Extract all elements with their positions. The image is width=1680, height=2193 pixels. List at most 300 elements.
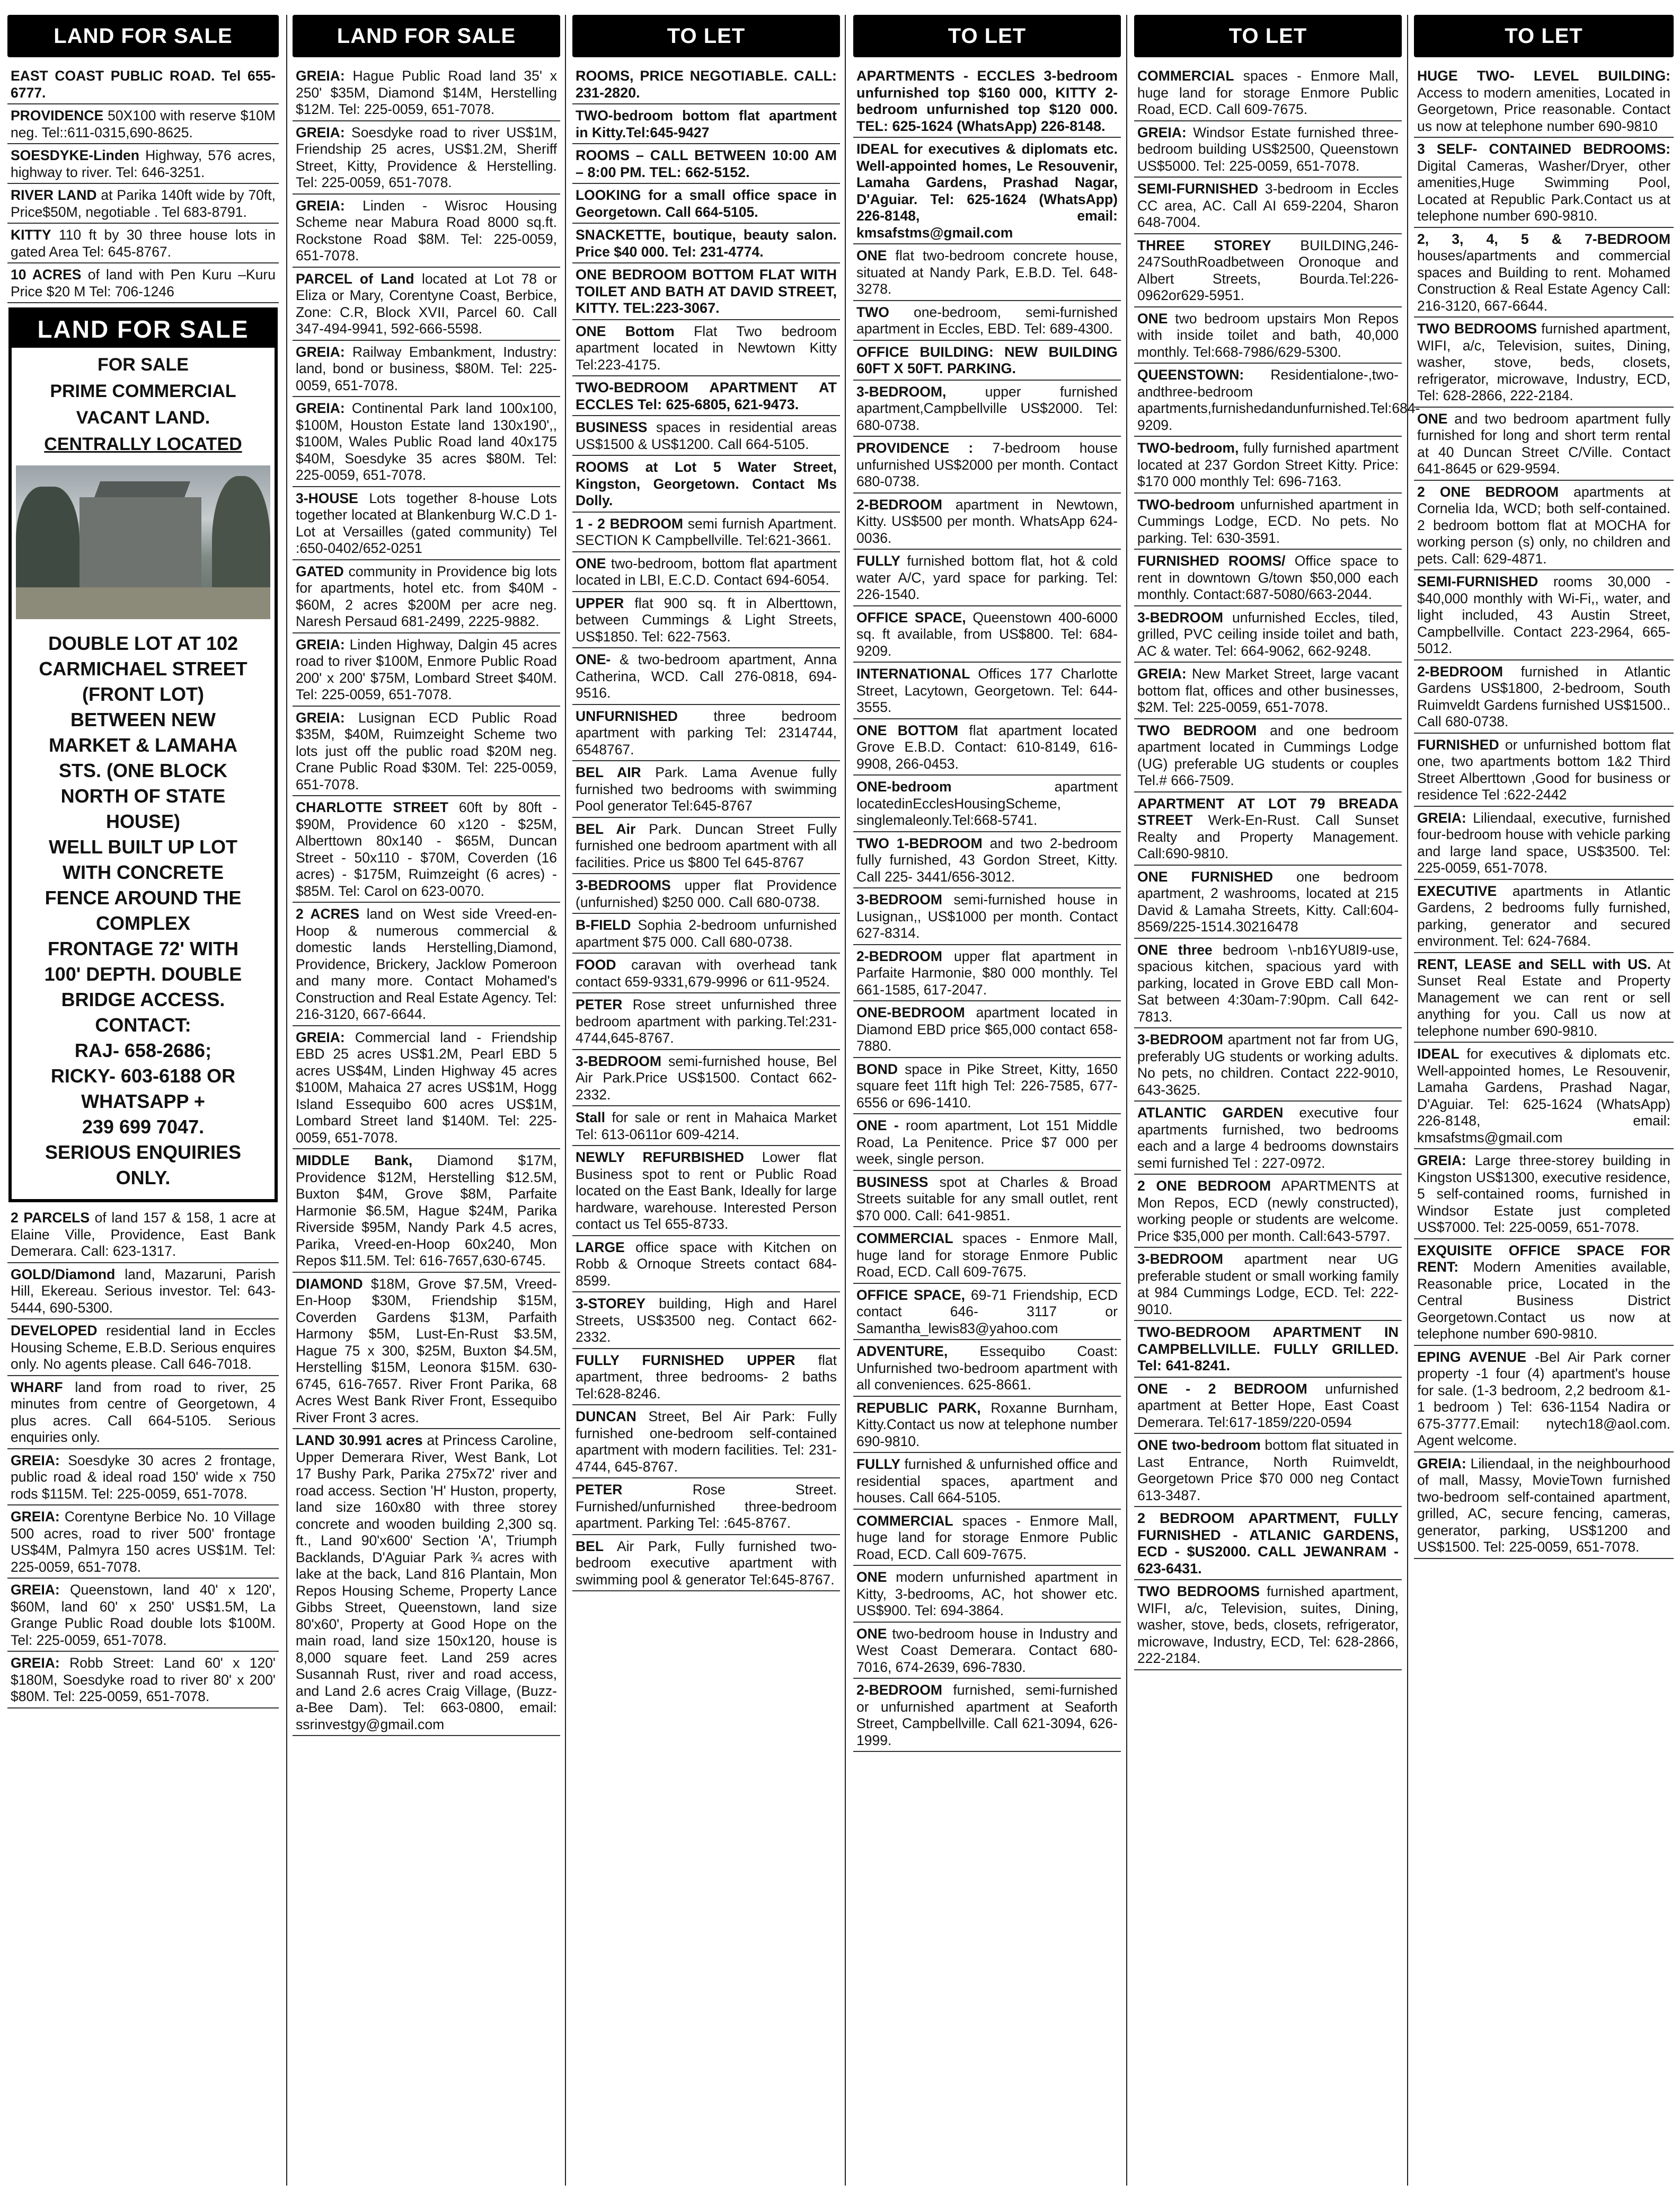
classified-ad (572, 552, 840, 592)
ad-heading: ONE- (576, 651, 611, 667)
ad-heading: 2, 3, 4, 5 & 7-BEDROOM (1417, 231, 1670, 247)
ad-heading: FURNISHED (1417, 736, 1499, 753)
featured-ad-title: LAND FOR SALE (12, 311, 275, 348)
ad-text: furnished apartment, WIFI, a/c, Television, suites, Dining, washer, stove, beds, closets, refrigerator, microwave, Industry, ECD, Tel: 628-2866, 222-2184. (1137, 1583, 1399, 1666)
ad-heading: GREIA: (11, 1452, 60, 1468)
classified-ad (572, 1236, 840, 1293)
ad-text: apartment in Newtown, Kitty. US$500 per month. WhatsApp 624-0036. (856, 496, 1118, 546)
ad-text: two bedroom upstairs Mon Repos with inside toilet and bath, 40,000 monthly. Tel:668-7986/629-5300. (1137, 310, 1399, 360)
column-header: LAND FOR SALE (293, 15, 560, 57)
ad-text: room apartment, Lot 151 Middle Road, La Penitence. Price $7 000 per week, single person. (856, 1117, 1118, 1167)
classified-ad (293, 487, 560, 560)
classified-ad (853, 832, 1121, 889)
ad-heading: 1 - 2 BEDROOM (576, 515, 684, 532)
ad-heading: KITTY (11, 227, 51, 243)
classified-ad (1134, 1507, 1402, 1580)
ad-heading: TWO-BEDROOM APARTMENT AT ECCLES Tel: 625-6805, 621-9473. (576, 380, 837, 412)
column-to-let-3 (1134, 15, 1420, 1670)
classified-ad (293, 268, 560, 341)
classified-ad (853, 1001, 1121, 1058)
ad-heading: IDEAL (1417, 1046, 1460, 1062)
ad-text: apartments at Cornelia Ida, WCD; both self-contained. 2 bedroom bottom flat at MOCHA for working person (s) only, no children and pets. Call: 629-4871. (1417, 483, 1670, 567)
classified-ad (1134, 1378, 1402, 1434)
classified-ad (1134, 307, 1402, 364)
ad-text: office space with Kitchen on Robb & Ornoque Streets contact 684-8599. (576, 1239, 837, 1289)
ad-heading: 2-BEDROOM (856, 1682, 942, 1698)
ad-heading: B-FIELD (576, 917, 631, 933)
ad-heading: FULLY FURNISHED UPPER (576, 1352, 795, 1368)
classified-ad (1134, 1580, 1402, 1670)
ad-heading: TWO-BEDROOM APARTMENT IN CAMPBELLVILLE. FULLY GRILLED. Tel: 641-8241. (1137, 1324, 1399, 1373)
classified-ad (1134, 494, 1402, 550)
classified-ad (1414, 138, 1674, 228)
classified-ad (1414, 408, 1674, 481)
classified-ad (853, 1284, 1121, 1341)
ad-text: two-bedroom, bottom flat apartment located in LBI, E.C.D. Contact 694-6054. (576, 555, 837, 588)
classified-ad (572, 184, 840, 224)
featured-ad-line: BETWEEN NEW (70, 709, 216, 730)
ad-heading: ATLANTIC GARDEN (1137, 1105, 1284, 1121)
ad-heading: 3-BEDROOM (1137, 1032, 1223, 1047)
ad-heading: GREIA: (296, 400, 345, 416)
ad-text: unfurnished apartment in Cummings Lodge, ECD. No pets. No parking. Tel: 630-3591. (1137, 496, 1399, 546)
featured-ad-line: WELL BUILT UP LOT (49, 836, 237, 858)
ad-heading: ONE-BEDROOM (856, 1005, 965, 1020)
classified-ad (853, 719, 1121, 776)
ad-heading: PETER (576, 1482, 623, 1498)
ad-text: of land 157 & 158, 1 acre at Elaine Ville, Providence, East Bank Demerara. Call: 623-1317. (11, 1210, 276, 1259)
ad-text: spot at Charles & Broad Streets suitable for any small outlet, rent $70 000. Call: 641-9851. (856, 1174, 1118, 1223)
ad-heading: 3-BEDROOM (576, 1053, 661, 1069)
ad-text: Werk-En-Rust. Call Sunset Realty and Property Management. Call:690-9810. (1137, 812, 1399, 861)
ad-heading: 3-HOUSE (296, 490, 358, 506)
ad-heading: IDEAL for executives & diplomats etc. Well-appointed homes, Le Resouvenir, Lamaha Gardens, Prashad Nagar, D'Aguiar. Tel: 625-1624 (WhatsApp) 226-8148, email: kmsafstms@gmail.com (856, 141, 1118, 241)
classified-ad (7, 224, 279, 263)
ad-heading: TWO-bedroom, (1137, 440, 1239, 456)
ad-text: located at Lot 78 or Eliza or Mary, Corentyne Coast, Berbice, Zone: C.R, Block XVII, Parcel 60. Call 347-494-9941, 592-666-5598. (296, 270, 557, 337)
column-header: TO LET (1134, 15, 1402, 57)
classified-ad (293, 65, 560, 121)
classified-ad (572, 1146, 840, 1236)
classified-ad (1134, 234, 1402, 307)
ad-text: BUILDING,246-247SouthRoadbetween Oronoque and Albert Streets, Bourda.Tel:226-0962or629-5951. (1137, 237, 1399, 303)
ad-heading: FULLY (856, 1456, 900, 1472)
classified-ad (572, 818, 840, 875)
classified-ad (293, 903, 560, 1026)
featured-ad-line: STS. (ONE BLOCK (58, 760, 227, 781)
ad-text: Queenstown 400-6000 sq. ft available, from US$800. Tel: 684-9209. (856, 609, 1118, 659)
ad-heading: Stall (576, 1109, 605, 1125)
ad-text: fully furnished apartment located at 237 Gordon Street Kitty. Price: $170 000 monthly Tel: 696-7163. (1137, 440, 1399, 489)
ad-heading: SOESDYKE-Linden (11, 147, 139, 163)
ad-heading: ONE - 2 BEDROOM (1137, 1380, 1307, 1397)
ad-heading: ONE two-bedroom (1137, 1437, 1261, 1453)
ad-text: unfurnished Eccles, tiled, grilled, PVC ceiling inside toilet and bath, AC & water. Tel: 664-9062, 662-9248. (1137, 609, 1399, 659)
ad-heading: RIVER LAND (11, 187, 97, 203)
ad-text: Highway, 576 acres, highway to river. Tel: 646-3251. (11, 147, 276, 180)
ad-heading: TWO 1-BEDROOM (856, 835, 983, 851)
ad-text: Modern Amenities available, Reasonable price, Located in the Central Business District Georgetown.Contact us now at telephone number 690-9810. (1417, 1259, 1670, 1342)
ad-heading: 2 PARCELS (11, 1210, 90, 1226)
ad-text: APARTMENTS at Mon Repos, ECD (newly constructed), working people or students are welcome. Price $35,000 per month. Call:643-5797. (1137, 1178, 1399, 1244)
classified-ad (1134, 939, 1402, 1029)
classified-ad (1134, 1248, 1402, 1321)
ad-heading: GREIA: (1417, 809, 1466, 826)
column-divider (565, 15, 566, 2186)
classified-ad (572, 376, 840, 416)
ad-heading: 2 ACRES (296, 906, 360, 922)
ad-heading: PROVIDENCE : (856, 440, 974, 456)
ad-text: land, Mazaruni, Parish Hill, Ekereau. Serious investor. Tel: 643-5444, 690-5300. (11, 1266, 276, 1316)
ad-heading: TWO (856, 304, 889, 320)
ad-heading: GREIA: (296, 344, 345, 360)
column-land-for-sale-2 (293, 15, 560, 1736)
ad-text: $18M, Grove $7.5M, Vreed-En-Hoop $30M, Friendship $15M, Coverden Gardens $13M, Parfaith Harmony $5M, Lust-En-Rust $3.5M, Hague 75 x 300, $25M, Buxton $4.5M, Herstelling $15M, Leonora $15M. 630-6745, 616-7657. River Front Parika, 68 Acres West Bank River Front, Essequibo River Front 3 acres. (296, 1275, 557, 1425)
ad-heading: 3-BEDROOM (1137, 1251, 1223, 1267)
ad-heading: ONE BOTTOM (856, 722, 959, 738)
ad-text: apartment near UG preferable student or small working family at 984 Cummings Lodge, ECD. Tel: 222-9010. (1137, 1251, 1399, 1317)
ad-text: bottom flat situated in Last Entrance, North Ruimveldt, Georgetown Price $70 000 neg Contact 613-3487. (1137, 1437, 1399, 1503)
ad-heading: ROOMS, PRICE NEGOTIABLE. CALL: 231-2820. (576, 68, 837, 101)
featured-ad-line: FENCE AROUND THE (45, 887, 242, 909)
ad-heading: ONE (856, 1569, 887, 1585)
ad-text: modern unfurnished apartment in Kitty, 3-bedrooms, AC, hot shower etc. US$900. Tel: 694-3864. (856, 1569, 1118, 1618)
ad-heading: ONE-bedroom (856, 779, 952, 795)
classified-ad (853, 945, 1121, 1002)
classified-ad (853, 888, 1121, 945)
classified-ad (1134, 1434, 1402, 1507)
ad-heading: ROOMS at Lot 5 Water Street, Kingston, Georgetown. Contact Ms Dolly. (576, 459, 837, 508)
column-header: TO LET (853, 15, 1121, 57)
classified-ad (1134, 606, 1402, 663)
ad-text: spaces in residential areas US$1500 & US$1200. Call 664-5105. (576, 419, 837, 452)
ad-heading: TWO BEDROOMS (1137, 1583, 1260, 1599)
ad-heading: WHARF (11, 1379, 63, 1395)
ad-text: Commercial land - Friendship EBD 25 acres US$1.2M, Pearl EBD 5 acres US$4M, Linden Highway 45 acres $100M, Mahaica 27 acres US$1M, Hogg Island Essequibo 600 acres US$1M, Lombard Street land $140M. Tel: 225-0059, 651-7078. (296, 1029, 557, 1146)
classified-ad (853, 1058, 1121, 1115)
ad-heading: APARTMENT AT LOT 79 BREADA STREET (1137, 795, 1399, 828)
classified-ad (572, 1292, 840, 1349)
classified-ad (572, 1106, 840, 1146)
featured-ad-line: HOUSE) (105, 811, 180, 832)
ad-heading: 2-BEDROOM (1417, 663, 1503, 680)
classified-ad (1134, 1321, 1402, 1378)
featured-ad-body (12, 626, 275, 1199)
classified-ad (7, 1652, 279, 1708)
ad-text: rooms 30,000 - $40,000 monthly with Wi-Fi,, water, and light included, 43 Austin Street, Campbellville. Contact 223-2964, 665-5012. (1417, 574, 1670, 656)
ad-text: executive four apartments furnished, two bedrooms each and a large 4 bedrooms downstairs semi furnished Tel : 227-0972. (1137, 1105, 1399, 1171)
ad-text: three bedroom apartment with parking Tel: 2314744, 6548767. (576, 708, 837, 758)
classified-ad (7, 1449, 279, 1506)
ad-heading: OFFICE SPACE, (856, 1287, 965, 1303)
featured-ad-line: CARMICHAEL STREET (39, 658, 247, 680)
ad-heading: GREIA: (296, 1029, 345, 1045)
classified-ad (293, 1026, 560, 1150)
classified-ad (1414, 1149, 1674, 1239)
ad-heading: LARGE (576, 1239, 625, 1255)
ad-text: Residentialone-,two-andthree-bedroom apartments,furnishedandunfurnished.Tel:684-9209. (1137, 367, 1420, 433)
ad-text: 3-bedroom in Eccles CC area, AC. Call AI 659-2204, Sharon 648-7004. (1137, 181, 1399, 230)
column-divider (845, 15, 846, 2186)
ad-heading: 3 SELF- CONTAINED BEDROOMS: (1417, 141, 1670, 157)
classified-ad (572, 648, 840, 705)
classified-ad (293, 195, 560, 268)
ad-heading: CHARLOTTE STREET (296, 799, 448, 815)
ad-heading: ONE (856, 1625, 887, 1642)
ad-text: Liliendaal, executive, furnished four-bedroom house with vehicle parking and large land space, US$3500. Tel: 225-0059, 651-7078. (1417, 809, 1670, 876)
classified-ad (572, 954, 840, 993)
classified-ad (572, 1050, 840, 1107)
featured-ad-line: BRIDGE ACCESS. (61, 989, 225, 1010)
ad-text: spaces - Enmore Mall, huge land for storage Enmore Public Road, ECD. Call 609-7675. (1137, 68, 1399, 117)
classified-ad (853, 341, 1121, 381)
ad-heading: EPING AVENUE (1417, 1349, 1527, 1365)
classified-ad (7, 184, 279, 224)
ad-heading: 3-BEDROOM (856, 892, 942, 908)
ad-text: or unfurnished bottom flat one, two apartments bottom 1&2 Third Street Alberttown ,Good for business or residence Tel :622-2442 (1417, 736, 1670, 803)
featured-ad-subtitle: FOR SALE (98, 355, 189, 375)
classified-ad (293, 633, 560, 707)
classified-ad (1414, 1346, 1674, 1452)
classified-ad (572, 1349, 840, 1406)
classified-ad (1134, 1175, 1402, 1248)
ad-heading: COMMERCIAL (1137, 68, 1234, 84)
ad-text: Essequibo Coast: Unfurnished two-bedroom apartment with all conveniences. 625-8661. (856, 1343, 1118, 1393)
classified-ad (293, 796, 560, 903)
ad-heading: GREIA: (1137, 124, 1187, 140)
featured-ad-line: WHATSAPP + (81, 1090, 205, 1112)
classified-ad (1134, 866, 1402, 939)
classified-ad (1414, 734, 1674, 807)
classified-ad (1414, 318, 1674, 408)
ad-heading: BEL AIR (576, 764, 641, 780)
featured-ad-line: 239 699 7047. (82, 1116, 205, 1138)
ad-heading: 3-STOREY (576, 1296, 646, 1311)
classified-ad (572, 761, 840, 818)
classified-ad (853, 381, 1121, 437)
ad-text: Liliendaal, in the neighbourhood of mall, Massy, MovieTown furnished two-bedroom self-contained apartment, grilled, AC, secure fencing, cameras, generator, parking, US$1200 and US$1500. Tel: 225-0059, 651-7078. (1417, 1455, 1670, 1555)
classified-ad (1134, 1028, 1402, 1102)
ad-heading: GREIA: (296, 68, 345, 84)
ad-text: residential land in Eccles Housing Scheme, E.B.D. Serious enquires only. No agents please. Call 646-7018. (11, 1323, 276, 1372)
ad-text: Park. Lama Avenue fully furnished two bedrooms with swimming Pool generator Tel:645-8767 (576, 764, 837, 814)
featured-ad-line: CONTACT: (95, 1014, 191, 1036)
ad-heading: OFFICE BUILDING: NEW BUILDING 60FT X 50FT. PARKING. (856, 344, 1118, 376)
classified-ad (572, 1478, 840, 1535)
property-photo (16, 465, 270, 619)
ad-text: building, High and Harel Streets, US$3500 neg. Contact 662-2332. (576, 1296, 837, 1345)
featured-ad-line: RAJ- 658-2686; (74, 1040, 212, 1061)
classified-ad (853, 244, 1121, 301)
ad-heading: OFFICE SPACE, (856, 609, 966, 626)
classified-ad (853, 663, 1121, 719)
ad-text: flat apartment, three bedrooms- 2 baths Tel:628-8246. (576, 1352, 837, 1402)
classified-ad (1414, 660, 1674, 734)
ad-heading: BUSINESS (576, 419, 648, 435)
ad-text: apartment locatedinEcclesHousingScheme, singlemaleonly.Tel:668-5741. (856, 779, 1118, 828)
ad-heading: 3-BEDROOMS (576, 877, 671, 893)
ad-text: and one bedroom apartment located in Cummings Lodge (UG) preferable UG students or couples Tel.# 666-7509. (1137, 722, 1399, 788)
ad-heading: INTERNATIONAL (856, 666, 970, 682)
classified-ad (572, 1535, 840, 1592)
ad-text: -Bel Air Park corner property -1 four (4) apartment's house for sale. (1-3 bedroom, 2,2 bedroom &1-1 bedroom ) Tel: 636-1154 Nadira or 675-3777.Email: nytech18@aol.com. Agent welcome. (1417, 1349, 1670, 1448)
ad-text: Lots together 8-house Lots together located at Blankenburg W.C.D 1-Lot at Versailles (gated community) Tel :650-0402/652-0251 (296, 490, 557, 556)
ad-text: and two bedroom apartment fully furnished for long and short term rental at 40 Duncan Street C/Ville. Contact 641-8645 or 629-9594. (1417, 410, 1670, 477)
ad-text: and two 2-bedroom fully furnished, 43 Gordon Street, Kitty. Call 225- 3441/656-3012. (856, 835, 1118, 885)
ad-text: Diamond $17M, Providence $12M, Herstelling $12.5M, Buxton $4M, Grove $8M, Parfaite Harmonie $6.5M, Hague $24M, Parika Riverside $95M, Nandy Park 4.5 acres, Parika, Vreed-en-Hoop 60x240, Mon Repos $11.5M. Tel: 616-7657,630-6745. (296, 1152, 557, 1269)
ad-text: upper flat apartment in Parfaite Harmonie, $80 000 monthly. Tel 661-1585, 617-2047. (856, 948, 1118, 998)
ad-heading: GOLD/Diamond (11, 1266, 116, 1282)
ad-text: flat apartment located Grove E.B.D. Contact: 610-8149, 616-9908, 266-0453. (856, 722, 1118, 772)
ad-heading: SEMI-FURNISHED (1137, 181, 1259, 197)
ad-text: space in Pike Street, Kitty, 1650 square feet 11ft high Tel: 226-7585, 677-6556 or 696-1410. (856, 1061, 1118, 1111)
classified-ad (853, 1114, 1121, 1171)
ad-text: Rose Street. Furnished/unfurnished three-bedroom apartment. Parking Tel: :645-8767. (576, 1482, 837, 1531)
ad-heading: HUGE TWO- LEVEL BUILDING: (1417, 68, 1670, 84)
ad-text: community in Providence big lots for apartments, hotel etc. from $40M - $60M, 2 acres $200M per acre neg. Naresh Persaud 681-2499, 2225-9882. (296, 563, 557, 629)
ad-text: one-bedroom, semi-furnished apartment in Eccles, EBD. Tel: 689-4300. (856, 304, 1118, 337)
classified-ad (1134, 1102, 1402, 1175)
featured-ad-line: (FRONT LOT) (82, 683, 204, 705)
ad-heading: DIAMOND (296, 1275, 363, 1292)
ad-text: for executives & diplomats etc. Well-appointed homes, Le Resouvenir, Lamaha Gardens, Prashad Nagar, D'Aguiar. Tel: 625-1624 (WhatsApp) 226-8148, email: kmsafstms@gmail.com (1417, 1046, 1670, 1146)
ad-heading: GREIA: (296, 124, 345, 140)
classified-ad (293, 1149, 560, 1273)
ad-heading: ONE BEDROOM BOTTOM FLAT WITH TOILET AND BATH AT DAVID STREET, KITTY. TEL:223-3067. (576, 267, 837, 316)
ad-heading: DEVELOPED (11, 1323, 98, 1338)
ad-text: apartments in Atlantic Gardens, 2 bedrooms fully furnished, parking, generator and secured environment. Tel: 624-7684. (1417, 883, 1670, 949)
featured-ad-line: FRONTAGE 72' WITH (48, 938, 238, 959)
ad-text: Lower flat Business spot to rent or Public Road located on the East Bank, Ideally for large hardware, warehouse. Interested Person contact us Tel 655-8733. (576, 1149, 837, 1232)
ad-text: furnished & unfurnished office and residential spaces, apartment and houses. Call 664-5105. (856, 1456, 1118, 1505)
featured-ad-line: WITH CONCRETE (63, 861, 224, 883)
ad-heading: 2 BEDROOM APARTMENT, FULLY FURNISHED - ATLANIC GARDENS, ECD - $US2000. CALL JEWANRAM - 623-6431. (1137, 1510, 1399, 1577)
ad-heading: ONE - (856, 1117, 899, 1133)
ad-text: semi-furnished house in Lusignan,, US$1000 per month. Contact 627-8314. (856, 892, 1118, 941)
ad-heading: ONE (1137, 310, 1168, 327)
ad-text: Robb Street: Land 60' x 120' $180M, Soesdyke road to river 80' x 200' $80M. Tel: 225-0059, 651-7078. (11, 1655, 276, 1704)
ad-heading: MIDDLE Bank, (296, 1152, 413, 1168)
classified-ad (572, 224, 840, 263)
ad-text: New Market Street, large vacant bottom flat, offices and other businesses, $2M. Tel: 225-0059, 651-7078. (1137, 666, 1399, 715)
ad-text: caravan with overhead tank contact 659-9331,679-9996 or 611-9524. (576, 957, 837, 990)
ad-heading: GREIA: (11, 1655, 60, 1671)
ad-text: Corentyne Berbice No. 10 Village 500 acres, road to river 500' frontage US$4M, Palmyra 150 acres US$1M. Tel: 225-0059, 651-7078. (11, 1509, 276, 1575)
featured-ad-line: COMPLEX (95, 912, 190, 934)
ad-text: semi-furnished house, Bel Air Park.Price US$1500. Contact 662-2332. (576, 1053, 837, 1103)
ad-heading: COMMERCIAL (856, 1230, 953, 1246)
ad-text: 69-71 Friendship, ECD contact 646- 3117 or Samantha_lewis83@yahoo.com (856, 1287, 1118, 1336)
featured-ad-subtitle: CENTRALLY LOCATED (44, 434, 242, 454)
classified-ad (572, 705, 840, 762)
classified-ad (572, 65, 840, 104)
ad-heading: NEWLY REFURBISHED (576, 1149, 744, 1165)
classified-ad (572, 914, 840, 954)
ad-text: Access to modern amenities, Located in Georgetown, Price reasonable. Contact us now at telephone number 690-9810 (1417, 84, 1670, 134)
ad-heading: ONE (1417, 410, 1448, 427)
classified-ad (572, 456, 840, 513)
ad-text: for sale or rent in Mahaica Market Tel: 613-0611or 609-4214. (576, 1109, 837, 1142)
ad-heading: ROOMS – CALL BETWEEN 10:00 AM – 8:00 PM. TEL: 662-5152. (576, 147, 837, 180)
classified-ad (1134, 719, 1402, 792)
ad-text: at Parika 140ft wide by 70ft, Price$50M, negotiable . Tel 683-8791. (11, 187, 276, 220)
ad-text: furnished, semi-furnished or unfurnished apartment at Seaforth Street, Campbellville. Call 621-3094, 626-1999. (856, 1682, 1118, 1748)
classified-ad (853, 1453, 1121, 1510)
column-land-for-sale-1 (7, 15, 279, 1708)
classified-ad (293, 341, 560, 398)
ad-heading: GREIA: (296, 197, 345, 214)
classified-ad (853, 65, 1121, 138)
featured-ad-line: DOUBLE LOT AT 102 (48, 632, 238, 654)
ad-heading: GREIA: (11, 1582, 60, 1598)
column-to-let-1 (572, 15, 840, 1591)
classified-ad (853, 606, 1121, 663)
classified-ad (853, 138, 1121, 244)
classified-ad (1134, 663, 1402, 719)
classified-ad (7, 1376, 279, 1449)
featured-ad-line: SERIOUS ENQUIRIES (45, 1141, 242, 1163)
classified-ad (1414, 953, 1674, 1043)
ad-text: Hague Public Road land 35' x 250' $35M, Diamond $14M, Herstelling $12M. Tel: 225-0059, 651-7078. (296, 68, 557, 117)
featured-ad-subtitle: VACANT LAND. (76, 408, 210, 428)
ad-text: unfurnished apartment at Better Hope, East Coast Demerara. Tel:617-1859/220-0594 (1137, 1380, 1399, 1430)
ad-text: Street, Bel Air Park: Fully furnished one-bedroom self-contained apartment with modern facilities. Tel: 231-4744, 645-8767. (576, 1408, 837, 1475)
ad-heading: PROVIDENCE (11, 108, 104, 124)
ad-text: & two-bedroom apartment, Anna Catherina, WCD. Call 276-0818, 694-9516. (576, 651, 837, 701)
ad-heading: BEL Air (576, 821, 636, 837)
ad-text: Lusignan ECD Public Road $35M, $40M, Ruimzeight Scheme two lots just off the public road $20M neg. Crane Public Road $30M. Tel: 225-0059, 651-7078. (296, 709, 557, 792)
classified-ad (7, 104, 279, 144)
column-header: LAND FOR SALE (7, 15, 279, 57)
featured-ad-subtitle: PRIME COMMERCIAL (50, 381, 236, 401)
column-divider (1407, 15, 1408, 2186)
ad-heading: BUSINESS (856, 1174, 929, 1190)
ad-text: furnished in Atlantic Gardens US$1800, 2-bedroom, South Ruimveldt Gardens furnished US$1500.. Call 680-0738. (1417, 663, 1670, 729)
classified-ad (293, 1273, 560, 1430)
classified-ad (1414, 65, 1674, 138)
ad-heading: TWO BEDROOM (1137, 722, 1257, 738)
ad-heading: COMMERCIAL (856, 1512, 953, 1529)
ad-heading: RENT, LEASE and SELL with US. (1417, 956, 1651, 972)
ad-text: 60ft by 80ft - $90M, Providence 60 x120 - $25M, Alberttown 80x140 - $65M, Duncan Street - 50x110 - $70M, Coverden (16 acres) - $175M, Ruimzeight (6 acres) - $85M. Tel: Carol on 623-0070. (296, 799, 557, 899)
ad-text: Soesdyke road to river US$1M, Friendship 25 acres, US$1.2M, Sheriff Street, Kitty, Providence & Herstelling. Tel: 225-0059, 651-7078. (296, 124, 557, 190)
ad-heading: TWO-bedroom bottom flat apartment in Kitty.Tel:645-9427 (576, 108, 837, 140)
featured-ad-line: 100' DEPTH. DOUBLE (44, 963, 242, 985)
ad-text: 50X100 with reserve $10M neg. Tel::611-0315,690-8625. (11, 108, 276, 140)
ad-heading: GREIA: (1137, 666, 1187, 682)
ad-text: Soesdyke 30 acres 2 frontage, public road & ideal road 150' wide x 750 rods $115M. Tel: 225-0059, 651-7078. (11, 1452, 276, 1502)
featured-ad-line: ONLY. (116, 1167, 171, 1188)
ad-heading: DUNCAN (576, 1408, 636, 1424)
classified-ad (1134, 792, 1402, 866)
classified-ad (1134, 550, 1402, 606)
ad-text: furnished bottom flat, hot & cold water A/C, yard space for parking. Tel: 226-1540. (856, 553, 1118, 602)
classified-ad (572, 104, 840, 144)
classified-ad (1414, 228, 1674, 318)
column-divider (1126, 15, 1127, 2186)
classified-ad (572, 144, 840, 184)
classified-ad (1134, 178, 1402, 234)
classified-ad (1414, 570, 1674, 660)
classified-ad (293, 707, 560, 797)
classified-ad (293, 397, 560, 487)
ad-heading: 2-BEDROOM (856, 948, 942, 964)
classified-ad (572, 320, 840, 377)
ad-heading: GREIA: (1417, 1152, 1466, 1168)
ad-heading: GATED (296, 563, 344, 579)
ad-heading: UPPER (576, 595, 624, 611)
ad-heading: FOOD (576, 957, 616, 973)
